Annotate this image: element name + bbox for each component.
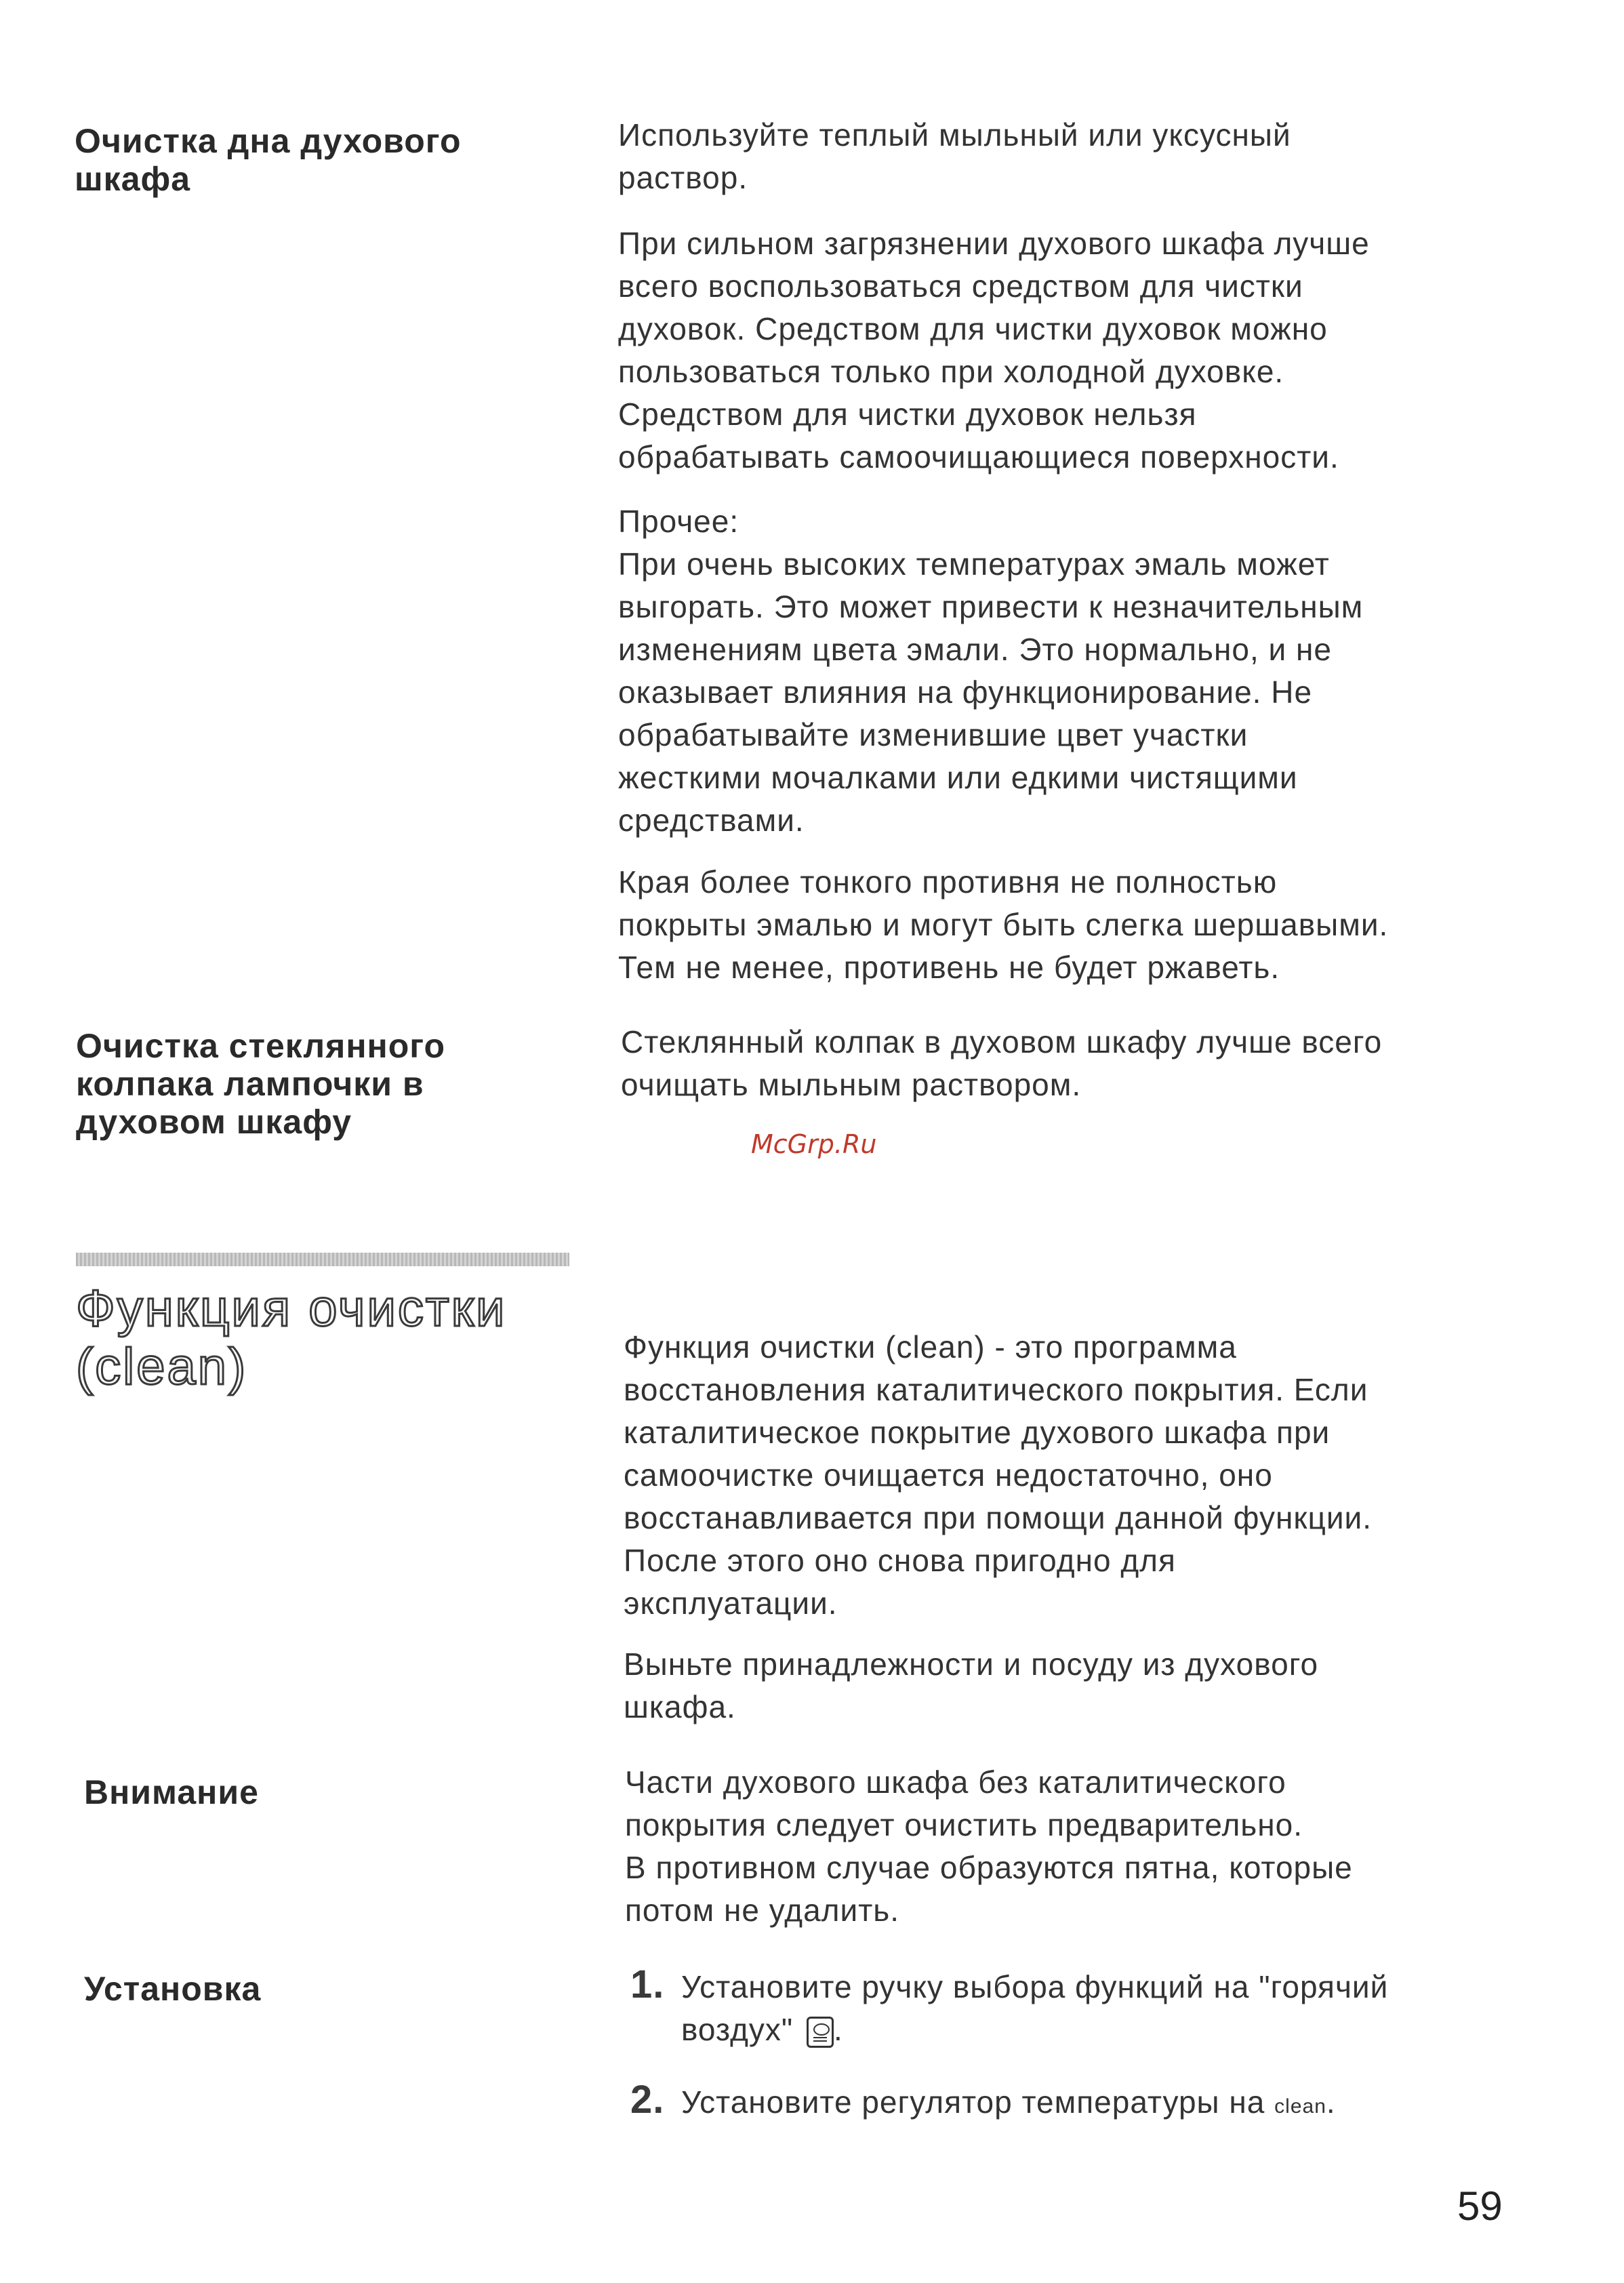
attention-label: Внимание <box>84 1773 259 1811</box>
heading-line: шкафа <box>75 160 191 198</box>
text-line: жесткими мочалками или едкими чистящими <box>618 760 1298 795</box>
section-divider <box>76 1253 569 1266</box>
watermark: McGrp.Ru <box>751 1129 877 1159</box>
text-line: средствами. <box>618 803 805 838</box>
paragraph <box>624 1643 1318 1729</box>
step-text: Установите регулятор температуры на <box>681 2084 1265 2120</box>
title-line: Функция очистки <box>76 1280 507 1337</box>
text-line: восстанавливается при помощи данной функции. <box>624 1500 1372 1535</box>
text-line: потом не удалить. <box>625 1893 900 1928</box>
text-line: обрабатывайте изменившие цвет участки <box>618 717 1249 752</box>
clean-setting-label: clean <box>1274 2095 1326 2118</box>
step-text: . <box>1326 2084 1336 2120</box>
text-line: После этого оно снова пригодно для <box>624 1543 1176 1578</box>
text-line: Прочее: <box>618 504 739 539</box>
text-line: Края более тонкого противня не полностью <box>618 864 1278 900</box>
text-line: покрыты эмалью и могут быть слегка шершавыми. <box>618 907 1389 942</box>
text-line: раствор. <box>618 160 748 195</box>
paragraph <box>618 861 1388 989</box>
text-line: При сильном загрязнении духового шкафа лучше <box>618 226 1370 261</box>
text-line: обрабатывать самоочищающиеся поверхности. <box>618 439 1339 474</box>
text-line: шкафа. <box>624 1689 736 1724</box>
text-line: изменениям цвета эмали. Это нормально, и не <box>618 632 1332 667</box>
text-line: восстановления каталитического покрытия. Если <box>624 1372 1368 1407</box>
text-line: оказывает влияния на функционирование. Не <box>618 674 1313 710</box>
text-line: выгорать. Это может привести к незначительным <box>618 589 1364 624</box>
step-text: . <box>834 2012 843 2047</box>
title-line: (clean) <box>76 1338 248 1396</box>
paragraph <box>618 114 1291 199</box>
paragraph <box>618 222 1370 479</box>
heading-line: Очистка дна духового <box>75 122 462 160</box>
text-line: самоочистке очищается недостаточно, оно <box>624 1457 1273 1493</box>
text-line: При очень высоких температурах эмаль может <box>618 546 1330 582</box>
attention-text <box>625 1761 1353 1932</box>
page-number: 59 <box>1457 2183 1503 2229</box>
text-line: пользоваться только при холодной духовке. <box>618 354 1284 389</box>
hot-air-icon <box>807 2017 834 2048</box>
text-line: Тем не менее, противень не будет ржаветь. <box>618 950 1280 985</box>
section-title-clean <box>76 1280 506 1396</box>
step-number: 2. <box>630 2078 665 2122</box>
text-line: В противном случае образуются пятна, которые <box>625 1850 1353 1885</box>
text-line: всего воспользоваться средством для чистки <box>618 268 1303 304</box>
text-line: покрытия следует очистить предварительно. <box>625 1807 1303 1842</box>
text-line: Части духового шкафа без каталитического <box>625 1764 1286 1800</box>
text-line: Стеклянный колпак в духовом шкафу лучше всего <box>621 1024 1383 1059</box>
step-1 <box>630 1962 1389 2051</box>
paragraph <box>618 500 1363 842</box>
text-line: Используйте теплый мыльный или уксусный <box>618 117 1291 153</box>
heading-lamp-cover-cleaning <box>76 1027 445 1141</box>
setup-label: Установка <box>84 1970 262 2008</box>
text-line: духовок. Средством для чистки духовок можно <box>618 311 1328 346</box>
step-text: Установите ручку выбора функций на "горячий <box>681 1969 1389 2004</box>
text-line: эксплуатации. <box>624 1585 838 1621</box>
step-2 <box>630 2078 1336 2128</box>
heading-line: колпака лампочки в <box>76 1065 424 1103</box>
paragraph <box>624 1326 1372 1625</box>
heading-oven-bottom-cleaning <box>75 122 462 198</box>
text-line: Средством для чистки духовок нельзя <box>618 397 1197 432</box>
heading-line: Очистка стеклянного <box>76 1027 446 1065</box>
text-line: Выньте принадлежности и посуду из духового <box>624 1646 1319 1682</box>
text-line: очищать мыльным раствором. <box>621 1067 1082 1102</box>
text-line: каталитическое покрытие духового шкафа при <box>624 1415 1331 1450</box>
heading-line: духовом шкафу <box>76 1103 352 1141</box>
step-number: 1. <box>630 1962 665 2006</box>
paragraph <box>621 1021 1382 1106</box>
step-text: воздух" <box>681 2012 794 2047</box>
text-line: Функция очистки (clean) - это программа <box>624 1329 1237 1365</box>
